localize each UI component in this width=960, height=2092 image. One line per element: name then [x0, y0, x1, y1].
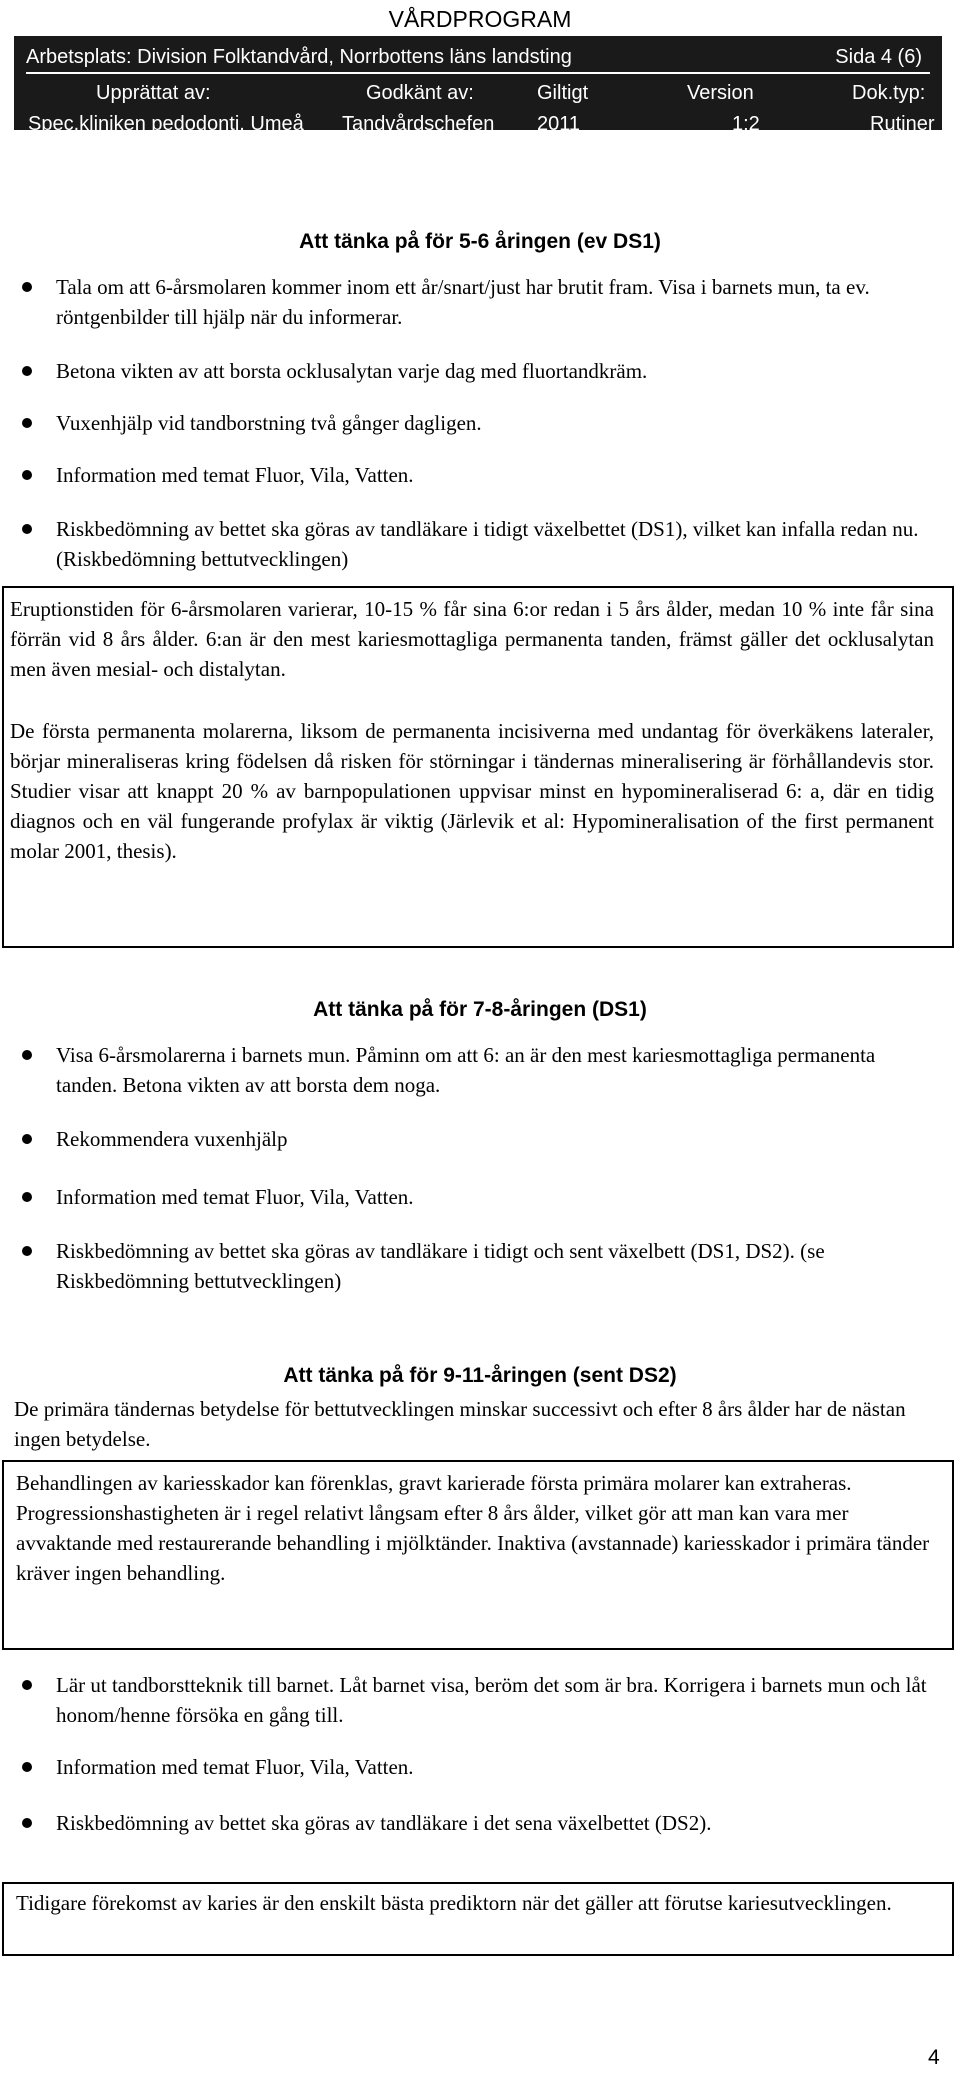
header-col-label: Upprättat av:: [96, 82, 211, 104]
page-indicator: Sida 4 (6): [835, 46, 922, 68]
header-workplace-row: [26, 42, 930, 74]
bullet-icon: [22, 470, 32, 480]
list-item: Riskbedömning av bettet ska göras av tandläkare i tidigt och sent växelbett (DS1, DS2). (se Riskbedömning bettutvecklingen): [56, 1239, 825, 1293]
list-item: Riskbedömning av bettet ska göras av tandläkare i det sena växelbettet (DS2).: [56, 1811, 712, 1835]
workplace: Arbetsplats: Division Folktandvård, Norrbottens läns landsting: [26, 46, 572, 68]
list-item: Information med temat Fluor, Vila, Vatten.: [56, 463, 414, 487]
bullet-icon: [22, 1050, 32, 1060]
header-col-value: 2011: [537, 113, 581, 135]
header-col-value: 1:2: [732, 113, 760, 135]
document-title: VÅRDPROGRAM: [388, 6, 572, 32]
list-item: Vuxenhjälp vid tandborstning två gånger dagligen.: [56, 411, 482, 435]
header-col-label: Giltigt: [537, 82, 589, 104]
box-paragraph: Behandlingen av kariesskador kan förenklas, gravt karierade första primära molarer kan extraheras. Progressionshastigheten är i regel relativt långsam efter 8 års ålder, vilket gör att man kan vara mer avvaktande med restaurerande behandling i mjölktänder. Inaktiva (avstannade) kariesskador i primära tänder kräver ingen behandling.: [16, 1471, 930, 1585]
header-col-value: Rutiner: [870, 113, 935, 135]
list-item: Information med temat Fluor, Vila, Vatten.: [56, 1755, 414, 1779]
list-item: Betona vikten av att borsta ocklusalytan varje dag med fluortandkräm.: [56, 359, 648, 383]
section-title: Att tänka på för 9-11-åringen (sent DS2): [283, 1364, 677, 1387]
bullet-icon: [22, 366, 32, 376]
list-item: Riskbedömning av bettet ska göras av tandläkare i tidigt växelbettet (DS1), vilket kan infalla redan nu. (Riskbedömning bettutvecklingen): [56, 517, 919, 571]
list-item: Information med temat Fluor, Vila, Vatten.: [56, 1185, 414, 1209]
header-col-label: Godkänt av:: [366, 82, 474, 104]
box-paragraph: Eruptionstiden för 6-årsmolaren varierar, 10-15 % får sina 6:or redan i 5 års ålder, medan 10 % inte får sina förrän vid 8 års ålder. 6:an är den mest kariesmottagliga permanenta tanden, främst gäller det ocklusalytan men även mesial- och distalytan.: [10, 597, 934, 681]
header-col-label: Version: [687, 82, 754, 104]
list-item: Lär ut tandborstteknik till barnet. Låt barnet visa, beröm det som är bra. Korrigera i barnets mun och låt honom/henne försöka en gång till.: [56, 1673, 927, 1727]
bullet-icon: [22, 282, 32, 292]
intro-paragraph: De primära tändernas betydelse för bettutvecklingen minskar successivt och efter 8 års ålder har de nästan ingen betydelse.: [14, 1397, 906, 1451]
bullet-icon: [22, 1246, 32, 1256]
bullet-icon: [22, 1680, 32, 1690]
list-item: Rekommendera vuxenhjälp: [56, 1127, 288, 1151]
list-item: Visa 6-årsmolarerna i barnets mun. Påminn om att 6: an är den mest kariesmottagliga permanenta tanden. Betona vikten av att borsta dem noga.: [56, 1043, 876, 1097]
info-box: [2, 1882, 954, 1956]
bullet-icon: [22, 1192, 32, 1202]
info-box: [2, 1460, 954, 1650]
bullet-icon: [22, 524, 32, 534]
info-box: [2, 586, 954, 948]
header-col-value: Spec.kliniken pedodonti, Umeå: [28, 113, 304, 135]
bullet-icon: [22, 418, 32, 428]
bullet-icon: [22, 1134, 32, 1144]
bullet-icon: [22, 1818, 32, 1828]
page-number: 4: [928, 2046, 940, 2069]
list-item: Tala om att 6-årsmolaren kommer inom ett år/snart/just har brutit fram. Visa i barnets mun, ta ev. röntgenbilder till hjälp när du informerar.: [56, 275, 870, 329]
box-paragraph: De första permanenta molarerna, liksom de permanenta incisiverna med undantag för överkäkens lateraler, börjar mineraliseras kring födelsen då risken för störningar i tändernas mineralisering är förhållandevis stor. Studier visar att knappt 20 % av barnpopulationen uppvisar minst en hypomineraliserad 6: a, där en tidig diagnos och en väl fungerande profylax är viktig (Järlevik et al: Hypomineralisation of the first permanent molar 2001, thesis).: [10, 719, 934, 863]
header-col-label: Dok.typ:: [852, 82, 926, 104]
header-table: [14, 36, 942, 135]
section-title: Att tänka på för 7-8-åringen (DS1): [313, 998, 647, 1021]
section-title: Att tänka på för 5-6 åringen (ev DS1): [299, 230, 661, 253]
header-col-value: Tandvårdschefen: [342, 113, 495, 135]
bullet-icon: [22, 1762, 32, 1772]
box-paragraph: Tidigare förekomst av karies är den enskilt bästa prediktorn när det gäller att förutse kariesutvecklingen.: [16, 1891, 892, 1915]
